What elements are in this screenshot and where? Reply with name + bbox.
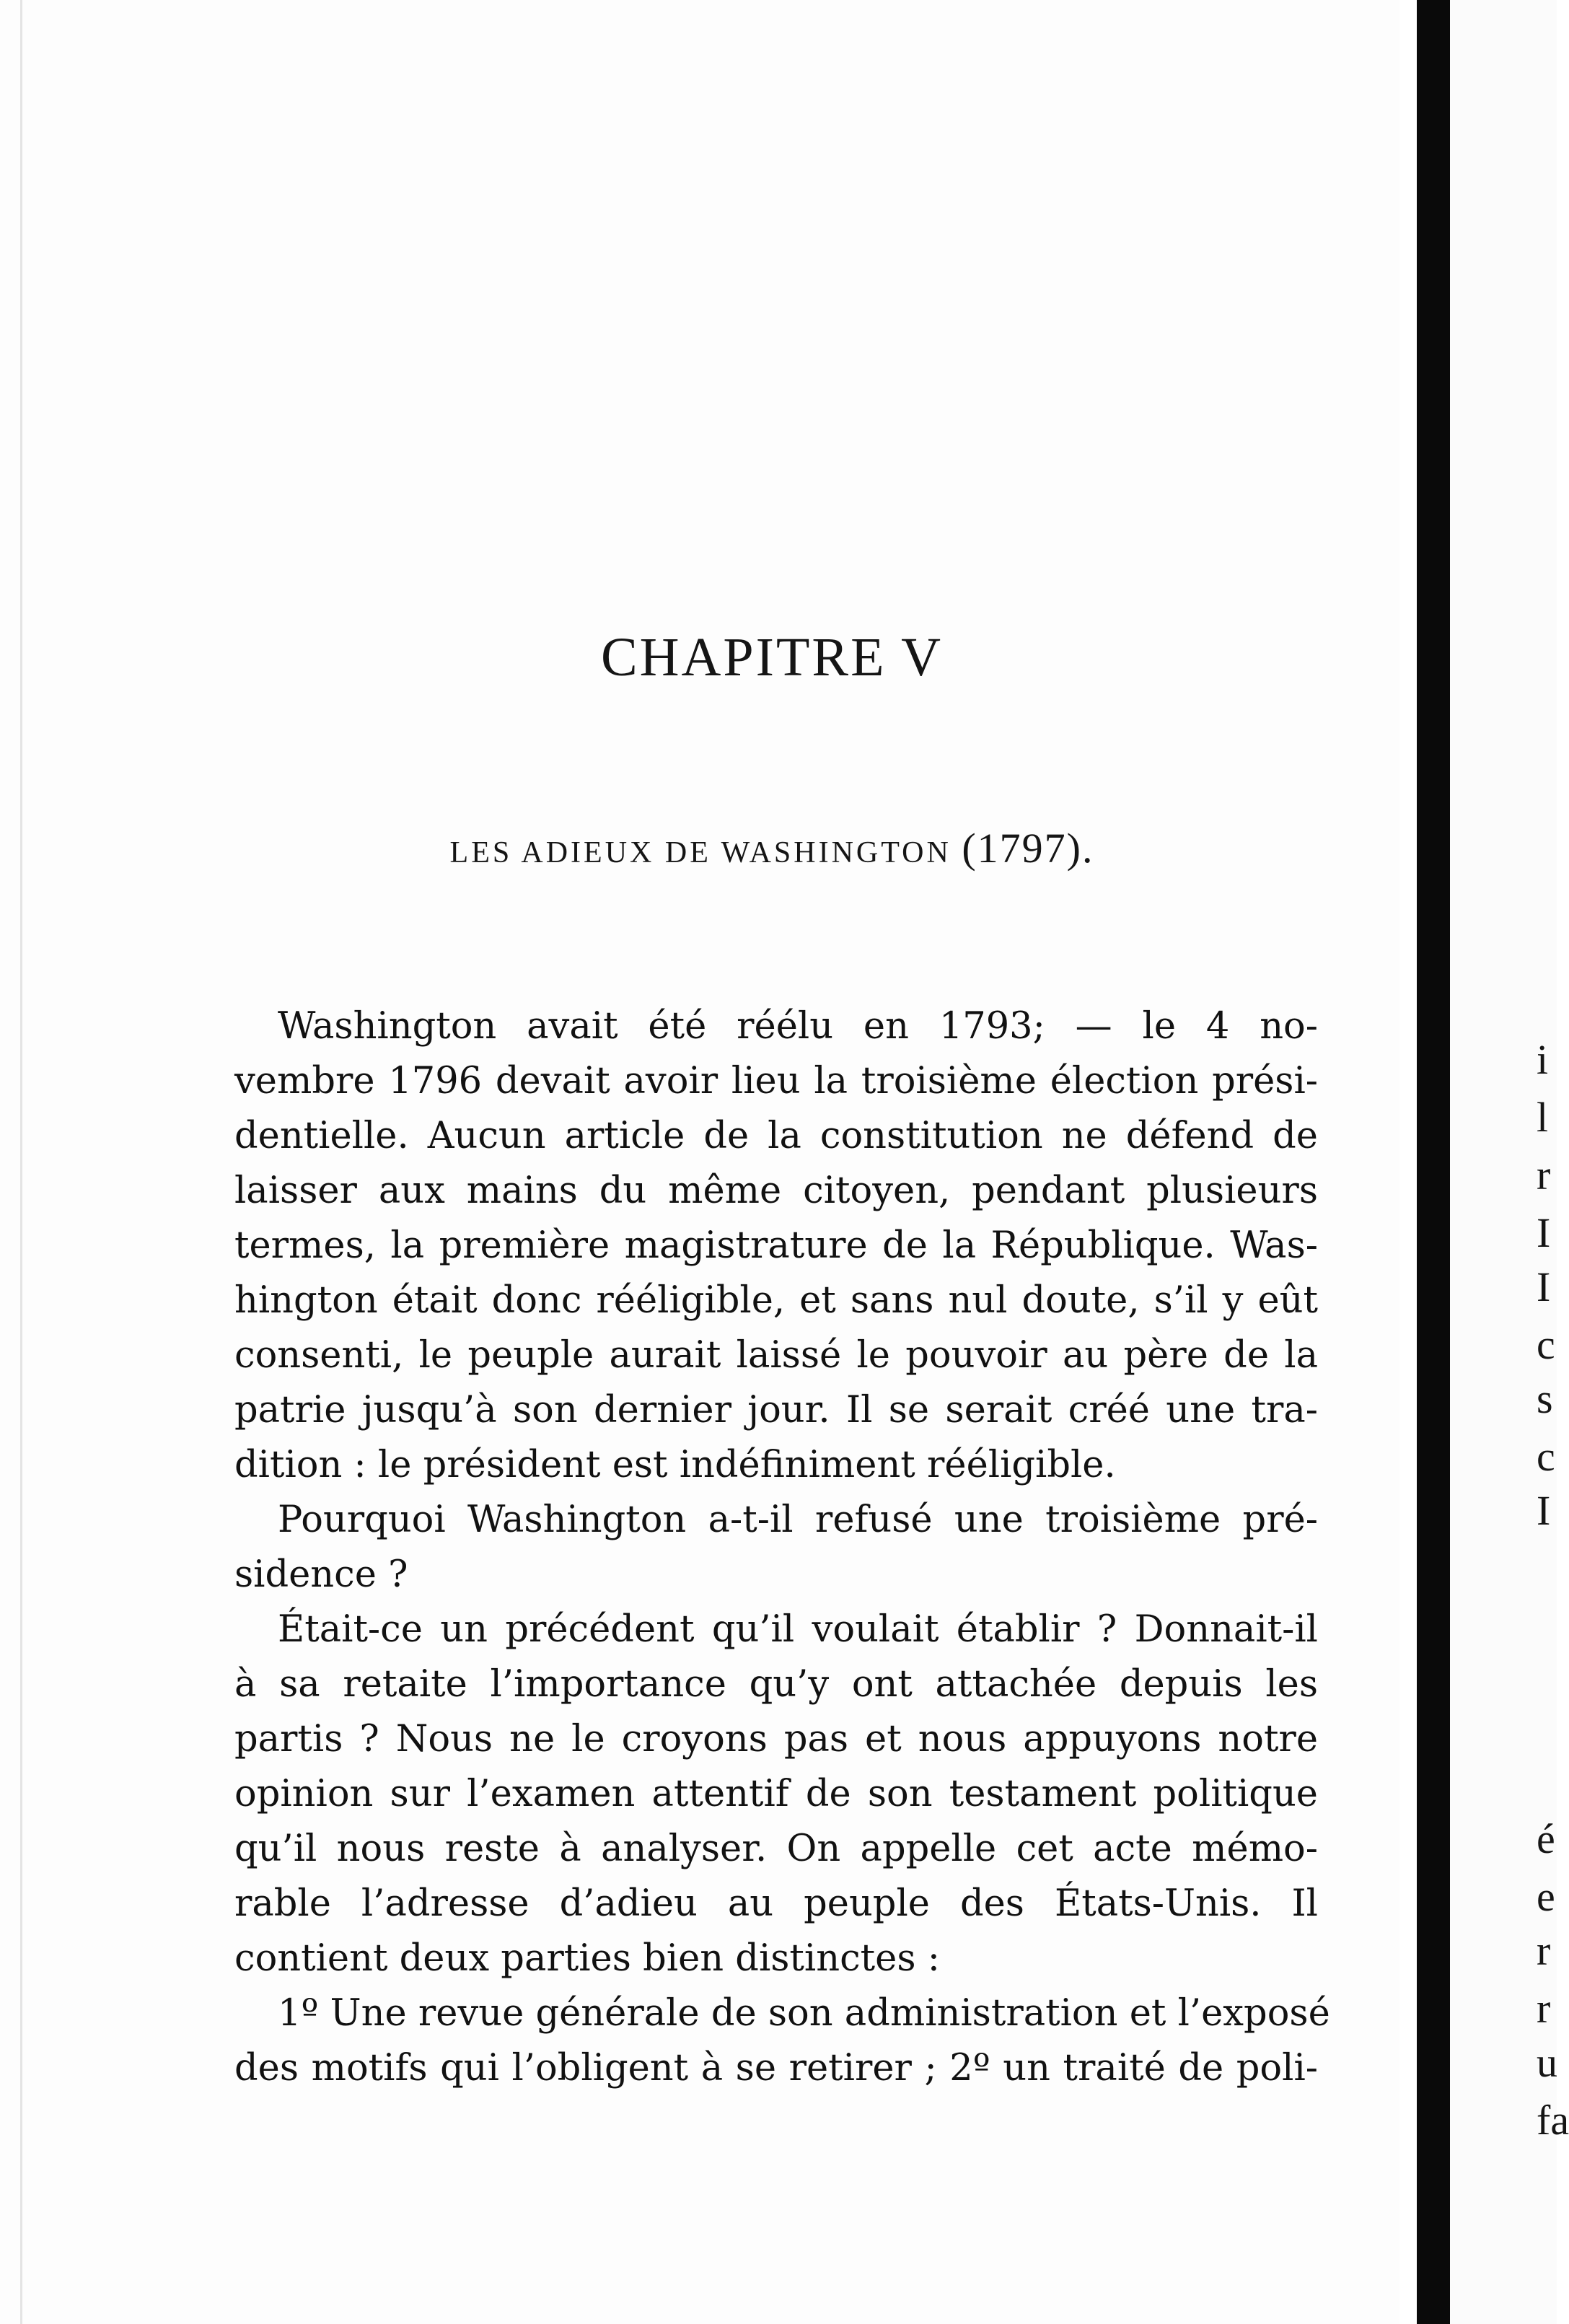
facing-glyph-1: i (1537, 1036, 1549, 1083)
book-gutter-shadow (1417, 0, 1450, 2324)
facing-glyph-5: I (1537, 1263, 1551, 1310)
facing-glyph-3: r (1537, 1152, 1551, 1198)
text-line-11: sidence ? (234, 1553, 408, 1596)
text-line-8: patrie jusqu’à son dernier jour. Il se serait créé une tra- (234, 1389, 1318, 1431)
text-line-14: partis ? Nous ne le croyons pas et nous appuyons notre (234, 1718, 1318, 1760)
facing-glyph-10: é (1537, 1815, 1555, 1862)
text-line-4: laisser aux mains du même citoyen, pendant plusieurs (234, 1170, 1318, 1212)
text-line-10: Pourquoi Washington a-t-il refusé une troisième pré- (278, 1499, 1318, 1541)
text-line-9: dition : le président est indéfiniment rééligible. (234, 1444, 1116, 1486)
text-line-12: Était-ce un précédent qu’il voulait établir ? Donnait-il (278, 1608, 1318, 1651)
italic-title-phrase: adresse d’adieu au peuple des États-Unis. (384, 1882, 1262, 1925)
text-line-16: qu’il nous reste à analyser. On appelle cet acte mémo- (234, 1828, 1318, 1870)
facing-glyph-8: c (1537, 1433, 1555, 1480)
chapter-subtitle-text: LES ADIEUX DE WASHINGTON (449, 836, 951, 869)
facing-glyph-13: r (1537, 1985, 1551, 2032)
text-line-17-before: rable l’ (234, 1882, 385, 1925)
text-line-7: consenti, le peuple aurait laissé le pouvoir au père de la (234, 1334, 1318, 1377)
text-line-5: termes, la première magistrature de la République. Was- (234, 1224, 1318, 1267)
text-line-6: hington était donc rééligible, et sans nul doute, s’il y eût (234, 1279, 1318, 1322)
chapter-subtitle (0, 824, 1544, 872)
facing-glyph-15: fa (1537, 2097, 1569, 2144)
chapter-title: CHAPITRE V (600, 627, 944, 688)
text-line-13: à sa retaite l’importance qu’y ont attachée depuis les (234, 1663, 1318, 1706)
facing-glyph-12: r (1537, 1927, 1551, 1974)
facing-glyph-2: l (1537, 1094, 1549, 1141)
text-line-1: Washington avait été réélu en 1793; — le 4 no- (278, 1005, 1318, 1048)
chapter-year: (1797). (962, 825, 1094, 872)
text-line-18: contient deux parties bien distinctes : (234, 1937, 940, 1980)
text-line-17 (234, 1877, 1318, 1931)
text-line-19: 1º Une revue générale de son administration et l’exposé (278, 1992, 1330, 2035)
facing-glyph-6: c (1537, 1321, 1555, 1368)
text-line-3: dentielle. Aucun article de la constitution ne défend de (234, 1115, 1318, 1157)
chapter-body (234, 999, 1330, 2096)
facing-glyph-11: e (1537, 1873, 1555, 1920)
page-left-edge (20, 0, 22, 2324)
facing-glyph-9: I (1537, 1487, 1551, 1534)
facing-glyph-4: I (1537, 1209, 1551, 1256)
facing-glyph-14: u (1537, 2039, 1557, 2086)
facing-page-edge (1450, 0, 1569, 2324)
text-line-15: opinion sur l’examen attentif de son testament politique (234, 1773, 1318, 1815)
text-line-17-after: Il (1261, 1882, 1318, 1925)
facing-glyph-7: s (1537, 1375, 1553, 1422)
text-line-20: des motifs qui l’obligent à se retirer ; 2º un traité de poli- (234, 2047, 1318, 2090)
text-line-2: vembre 1796 devait avoir lieu la troisième élection prési- (234, 1060, 1318, 1102)
